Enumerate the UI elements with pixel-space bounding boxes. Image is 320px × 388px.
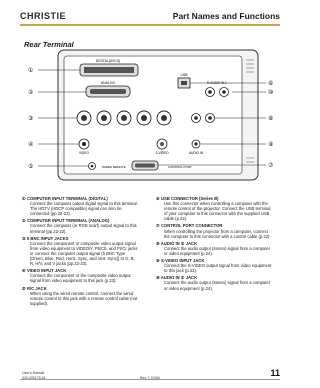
label-r-audio: R-AUDIO IN-L <box>206 81 228 85</box>
label-audio-in: AUDIO IN <box>188 151 204 155</box>
item-body: Connect the component or the composite video output signal from video equipment to this jack (p.23). <box>30 273 131 284</box>
item-title: S-VIDEO INPUT JACK <box>160 258 205 264</box>
item-title: AUDIO IN ① JACK <box>160 275 198 281</box>
label-remote: WIRED REMOTE <box>102 165 126 169</box>
item-body: When controlling the projector from a computer, connect the computer to this connector with a control cable (p.22). <box>164 228 271 239</box>
item-7 <box>156 223 274 238</box>
callout-1: ① <box>28 67 34 74</box>
item-num: ⑦ <box>156 223 160 229</box>
page-header-title: Part Names and Functions <box>172 11 280 21</box>
rear-panel-illustration <box>20 48 282 188</box>
item-1 <box>22 196 140 216</box>
item-num: ③ <box>22 235 26 241</box>
item-9 <box>156 258 274 273</box>
item-6 <box>156 196 274 221</box>
item-title: COMPUTER INPUT TERMINAL (DIGITAL) <box>26 196 108 201</box>
audio-in-extra-icon <box>192 140 200 148</box>
item-3 <box>22 236 140 267</box>
item-title: AUDIO IN ② JACK <box>160 240 198 246</box>
item-num: ⑩ <box>156 275 160 281</box>
section-title: Rear Terminal <box>24 40 74 49</box>
label-video: VIDEO <box>79 151 89 155</box>
item-title: R/C JACK <box>26 285 47 291</box>
item-title: 5 BNC INPUT JACKS <box>26 235 69 241</box>
s-video-jack-icon <box>157 139 167 149</box>
item-5 <box>22 286 140 306</box>
video-input-jack-icon <box>79 139 89 149</box>
descriptions-right <box>156 196 274 291</box>
footer-doc-number: 020-000176-01 <box>22 376 46 380</box>
item-body: Connect the component or composite video output signal from video equipment to VIDEO/Y, Pb/Cb, and Pr/Cr jacks or connect the computer output signal (5 BNC Type [Green, Blue, Red, Horiz. Sync, and Vert. Sync]) to G, B, R, H/V, and V jacks (pp.22-23). <box>30 240 138 267</box>
item-num: ⑥ <box>156 196 160 201</box>
page-number: 11 <box>270 368 280 378</box>
item-2 <box>22 218 140 233</box>
header-divider <box>20 24 280 26</box>
item-num: ② <box>22 218 26 224</box>
item-num: ④ <box>22 268 26 274</box>
descriptions-left <box>22 196 140 306</box>
callout-8: ⑧ <box>268 115 274 122</box>
item-body: Connect the audio output (stereo) signal from a computer or video equipment (p.24). <box>164 280 271 291</box>
callout-4: ④ <box>28 141 34 148</box>
item-body: Connect the computer (or RGB scart) output signal to this terminal (pp.22-23). <box>30 223 137 234</box>
item-body: Use this connector when controlling a computer with the remote control of the projector. Connect the USB terminal of your computer to this connector with the supplied USB cable (p.22). <box>164 201 271 222</box>
item-num: ① <box>22 196 26 201</box>
item-body: When using the wired remote control, connect the wired remote control to this jack with a remote control cable (not supplied). <box>30 290 138 306</box>
label-digital: DIGITAL(DVI-D) <box>95 59 121 63</box>
footer-divider <box>20 379 280 380</box>
item-body: Connect the S-VIDEO output signal from video equipment to this jack (p.23). <box>164 263 272 274</box>
callout-7: ⑦ <box>268 162 274 169</box>
item-num: ⑧ <box>156 240 160 246</box>
item-title: COMPUTER INPUT TERMINAL (ANALOG) <box>26 218 110 224</box>
callout-3: ③ <box>28 115 34 122</box>
item-8 <box>156 241 274 256</box>
item-num: ⑤ <box>22 285 26 291</box>
item-title: VIDEO INPUT JACK <box>26 268 67 274</box>
callout-9: ⑨ <box>268 141 274 148</box>
footer-manual: User's Manual <box>22 371 45 375</box>
callout-10: ⑩ <box>268 89 274 96</box>
label-analog: ANALOG <box>100 81 116 85</box>
item-num: ⑨ <box>156 258 160 264</box>
callout-6: ⑥ <box>268 80 274 87</box>
callout-5: ⑤ <box>28 163 34 170</box>
item-body: Connect the audio output (stereo) signal from a computer or video equipment (p.24). <box>164 245 271 256</box>
label-s-video: S-VIDEO <box>155 151 169 155</box>
footer-revision: Rev. 1 (1/06) <box>140 376 160 380</box>
item-4 <box>22 268 140 283</box>
item-10 <box>156 275 274 290</box>
rc-jack-icon <box>89 163 96 170</box>
brand-logo: CHRISTIE <box>20 11 67 21</box>
label-control: CONTROL PORT <box>168 165 192 169</box>
item-title: USB CONNECTOR (Series B) <box>160 196 219 201</box>
item-body: Connect the computer output digital signal to this terminal. The HDTV (HDCP compatible) signal can also be connected (pp.22-23). <box>30 201 138 217</box>
callout-2: ② <box>28 89 34 96</box>
label-usb: USB <box>180 73 188 77</box>
item-title: CONTROL PORT CONNECTOR <box>160 223 223 229</box>
